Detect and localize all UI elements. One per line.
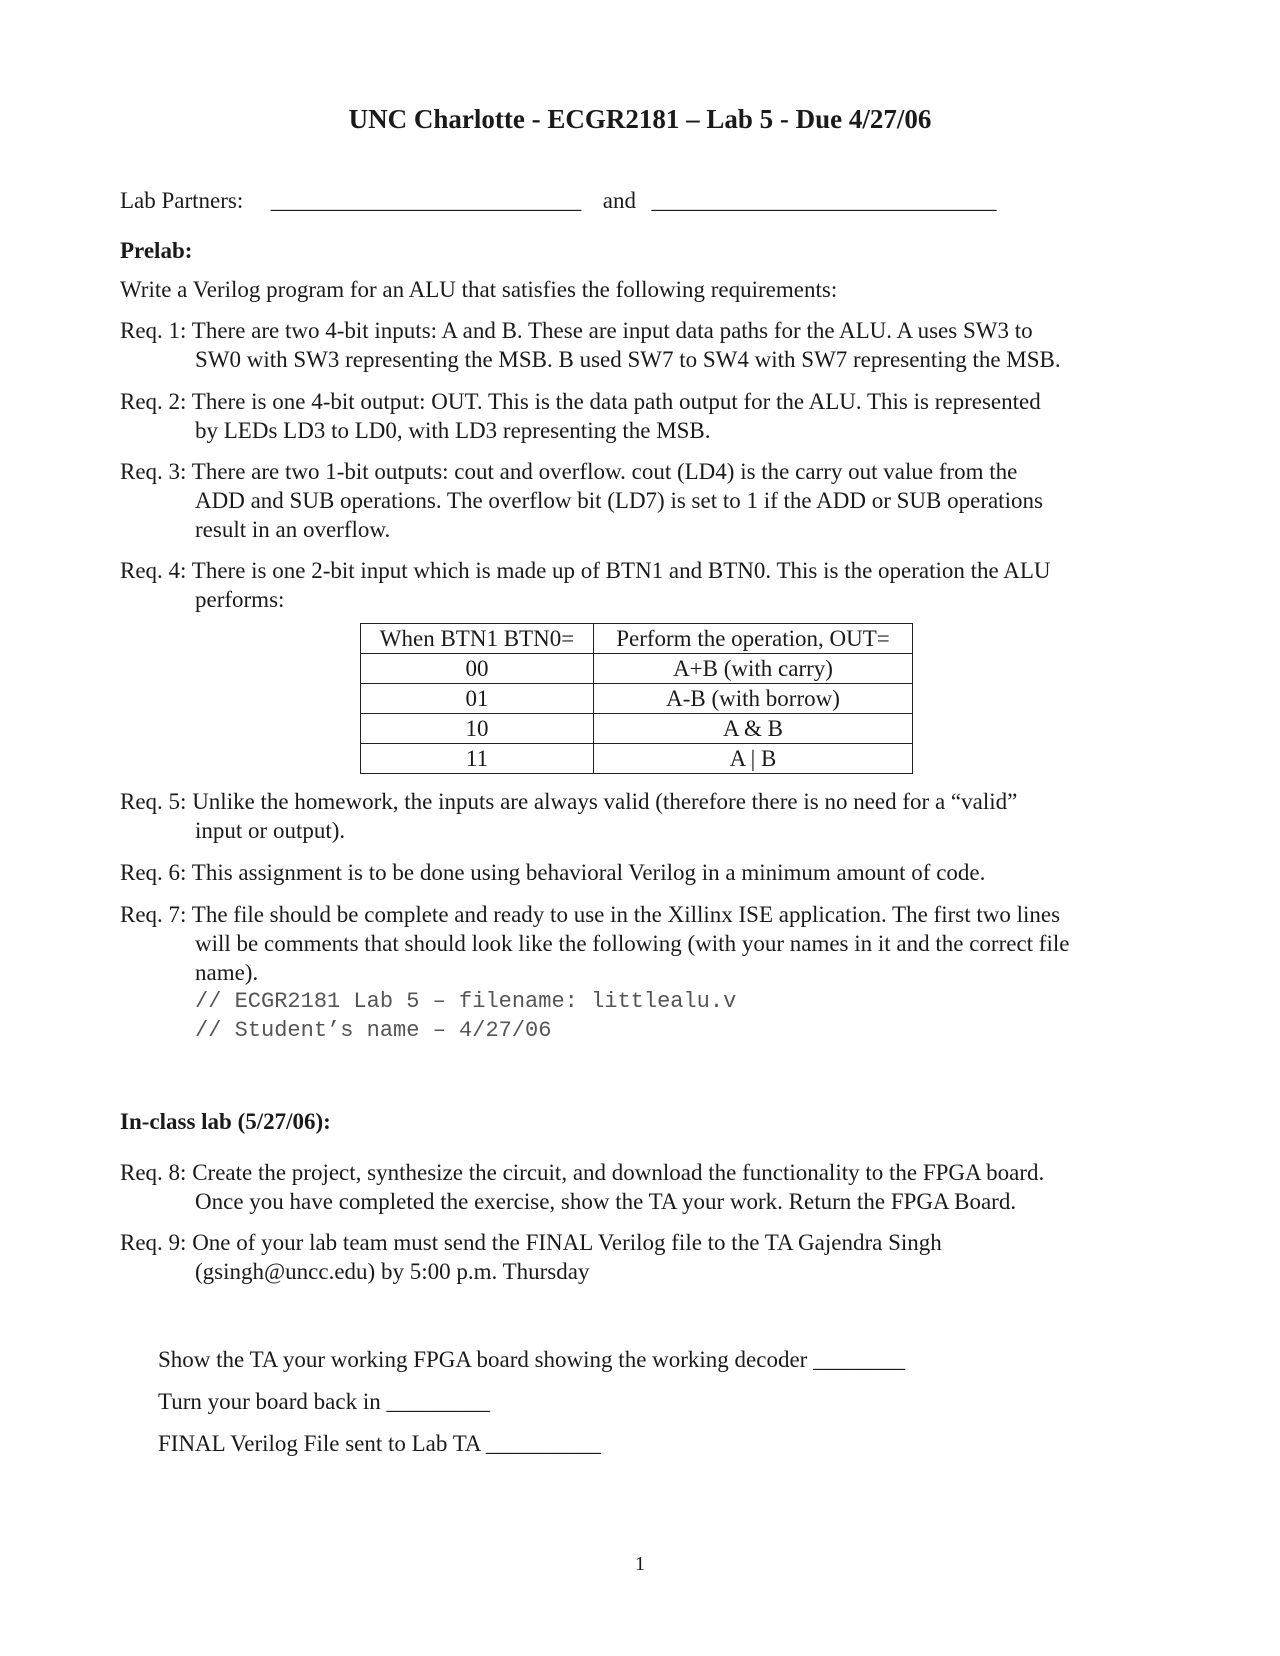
req-3-line-3: result in an overflow. bbox=[195, 517, 391, 542]
table-header-row bbox=[361, 624, 913, 654]
req-3-line-2: ADD and SUB operations. The overflow bit (LD7) is set to 1 if the ADD or SUB operations bbox=[195, 488, 1043, 513]
req-3-line-1: Req. 3: There are two 1-bit outputs: cout and overflow. cout (LD4) is the carry out value from the bbox=[120, 459, 1018, 484]
req-7-line-3: name). bbox=[195, 960, 259, 985]
table-cell: A | B bbox=[594, 744, 913, 774]
table-row bbox=[361, 654, 913, 684]
partner-2-blank: ______________________________ bbox=[651, 188, 997, 213]
req-2-line-1: Req. 2: There is one 4-bit output: OUT. This is the data path output for the ALU. This is represented bbox=[120, 389, 1041, 414]
req-8 bbox=[120, 1158, 1170, 1216]
lab-partners-label: Lab Partners: bbox=[120, 188, 244, 213]
table-row bbox=[361, 714, 913, 744]
table-row bbox=[361, 684, 913, 714]
req-7 bbox=[120, 900, 1170, 1045]
req-5 bbox=[120, 787, 1170, 845]
operations-table bbox=[360, 623, 913, 774]
prelab-heading: Prelab: bbox=[120, 238, 193, 263]
lab-partners-line bbox=[120, 186, 996, 215]
checklist-item-return-board: Turn your board back in _________ bbox=[158, 1389, 490, 1414]
req-5-line-1: Req. 5: Unlike the homework, the inputs are always valid (therefore there is no need for a “valid” bbox=[120, 789, 1018, 814]
req-4-line-1: Req. 4: There is one 2-bit input which is made up of BTN1 and BTN0. This is the operation the ALU bbox=[120, 558, 1051, 583]
partner-1-blank: ___________________________ bbox=[270, 188, 582, 213]
req-1-line-1: Req. 1: There are two 4-bit inputs: A and B. These are input data paths for the ALU. A uses SW3 to bbox=[120, 318, 1033, 343]
checklist-item-show-ta: Show the TA your working FPGA board showing the working decoder ________ bbox=[158, 1347, 906, 1372]
req-5-line-2: input or output). bbox=[195, 818, 346, 843]
req-3 bbox=[120, 457, 1170, 544]
table-cell: 01 bbox=[361, 684, 594, 714]
req-1-line-2: SW0 with SW3 representing the MSB. B used SW7 to SW4 with SW7 representing the MSB. bbox=[195, 347, 1061, 372]
req-7-line-1: Req. 7: The file should be complete and ready to use in the Xillinx ISE application. The first two lines bbox=[120, 902, 1061, 927]
table-cell: A+B (with carry) bbox=[594, 654, 913, 684]
table-cell: 11 bbox=[361, 744, 594, 774]
table-header-cell: Perform the operation, OUT= bbox=[594, 624, 913, 654]
document-title: UNC Charlotte - ECGR2181 – Lab 5 - Due 4/27/06 bbox=[348, 104, 932, 134]
req-6 bbox=[120, 858, 1170, 887]
table-cell: A & B bbox=[594, 714, 913, 744]
table-header-cell: When BTN1 BTN0= bbox=[361, 624, 594, 654]
page-number: 1 bbox=[635, 1553, 645, 1575]
table-cell: A-B (with borrow) bbox=[594, 684, 913, 714]
req-9-line-2: (gsingh@uncc.edu) by 5:00 p.m. Thursday bbox=[195, 1259, 590, 1284]
req-7-line-2: will be comments that should look like the following (with your names in it and the correct file bbox=[195, 931, 1070, 956]
req-8-line-1: Req. 8: Create the project, synthesize the circuit, and download the functionality to the FPGA board. bbox=[120, 1160, 1045, 1185]
code-line-1: // ECGR2181 Lab 5 – filename: littlealu.v bbox=[195, 989, 737, 1014]
table-row bbox=[361, 744, 913, 774]
req-2-line-2: by LEDs LD3 to LD0, with LD3 representing the MSB. bbox=[195, 418, 711, 443]
req-9-line-1: Req. 9: One of your lab team must send the FINAL Verilog file to the TA Gajendra Singh bbox=[120, 1230, 942, 1255]
req-4 bbox=[120, 556, 1170, 614]
prelab-intro: Write a Verilog program for an ALU that satisfies the following requirements: bbox=[120, 277, 838, 302]
table-cell: 00 bbox=[361, 654, 594, 684]
req-2 bbox=[120, 387, 1170, 445]
checklist-item-file-sent: FINAL Verilog File sent to Lab TA __________ bbox=[158, 1431, 602, 1456]
table-cell: 10 bbox=[361, 714, 594, 744]
req-4-line-2: performs: bbox=[195, 587, 285, 612]
code-line-2: // Student’s name – 4/27/06 bbox=[195, 1018, 552, 1043]
req-9 bbox=[120, 1228, 1170, 1286]
and-text: and bbox=[602, 188, 636, 213]
req-1 bbox=[120, 316, 1170, 374]
inclass-heading: In-class lab (5/27/06): bbox=[120, 1109, 331, 1134]
req-8-line-2: Once you have completed the exercise, show the TA your work. Return the FPGA Board. bbox=[195, 1189, 1017, 1214]
req-6-line-1: Req. 6: This assignment is to be done using behavioral Verilog in a minimum amount of code. bbox=[120, 860, 986, 885]
